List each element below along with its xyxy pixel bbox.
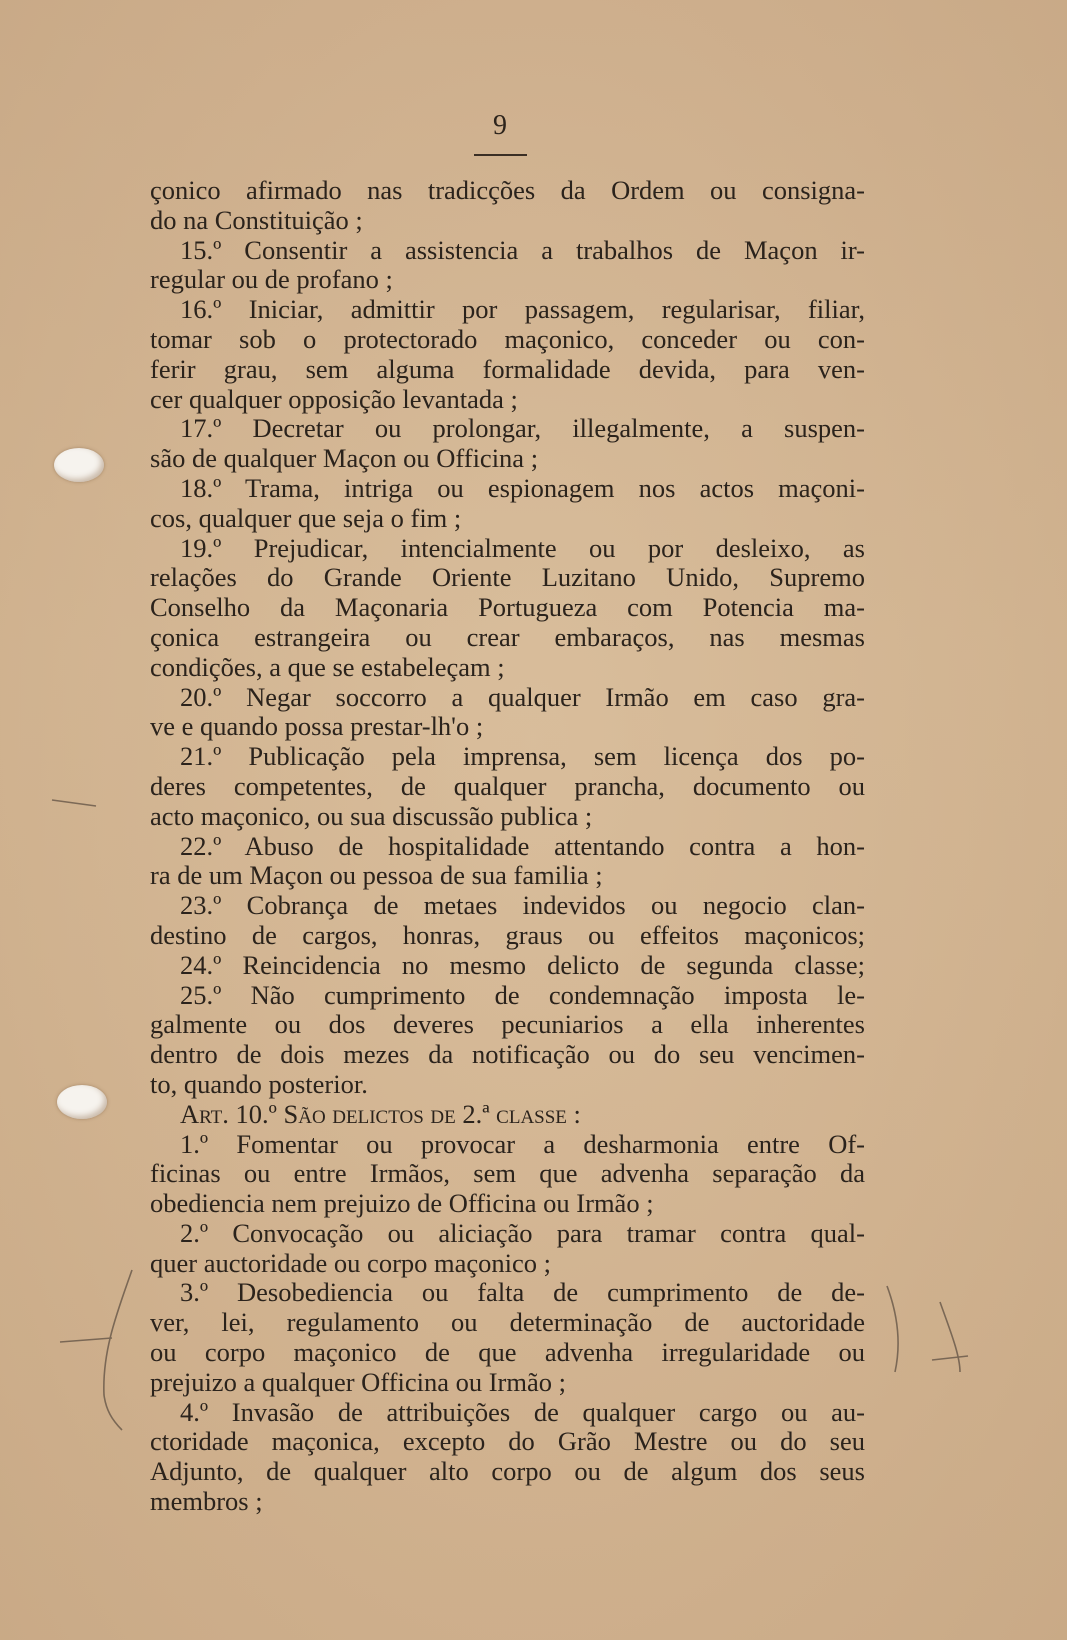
text-line: quer auctoridade ou corpo maçonico ; <box>150 1247 552 1278</box>
text-line: 2.º Convocação ou aliciação para tramar contra qual- <box>180 1217 865 1248</box>
text-line: deres competentes, de qualquer prancha, documento ou <box>150 770 865 801</box>
text-line: ou corpo maçonico de que advenha irregularidade ou <box>150 1337 865 1368</box>
text-line: 15.º Consentir a assistencia a trabalhos de Maçon ir- <box>180 234 865 265</box>
text-line: çonica estrangeira ou crear embaraços, nas mesmas <box>150 621 865 652</box>
text-line: dentro de dois mezes da notificação ou do seu vencimen- <box>150 1039 865 1070</box>
text-line: cer qualquer opposição levantada ; <box>150 383 518 414</box>
text-line: 3.º Desobediencia ou falta de cumprimento de de- <box>180 1277 865 1308</box>
body-text <box>150 176 865 1517</box>
text-line: ve e quando possa prestar-lh'o ; <box>150 711 484 742</box>
page-number-rule <box>474 154 527 156</box>
text-line: ver, lei, regulamento ou determinação de auctoridade <box>150 1307 865 1338</box>
text-line: 4.º Invasão de attribuições de qualquer cargo ou au- <box>180 1396 865 1427</box>
left-pencil-tick <box>60 1338 112 1342</box>
text-line: destino de cargos, honras, graus ou effeitos maçonicos; <box>150 919 865 950</box>
text-line: do na Constituição ; <box>150 204 363 235</box>
text-line: 24.º Reincidencia no mesmo delicto de segunda classe; <box>180 949 865 980</box>
text-line: ctoridade maçonica, excepto do Grão Mestre ou do seu <box>150 1426 865 1457</box>
left-small-mark <box>52 800 96 806</box>
text-line: obediencia nem prejuizo de Officina ou Irmão ; <box>150 1188 654 1219</box>
text-line: ra de um Maçon ou pessoa de sua familia ; <box>150 860 603 891</box>
text-line: condições, a que se estabeleçam ; <box>150 651 505 682</box>
punch-hole-bottom <box>57 1085 107 1119</box>
right-pencil-bracket <box>887 1286 898 1372</box>
text-line: 16.º Iniciar, admittir por passagem, regularisar, filiar, <box>180 294 865 325</box>
text-line: Conselho da Maçonaria Portugueza com Potencia ma- <box>150 592 865 623</box>
text-line: tomar sob o protectorado maçonico, conceder ou con- <box>150 323 865 354</box>
text-line: çonico afirmado nas tradicções da Ordem ou consigna- <box>150 175 865 205</box>
text-line: 17.º Decretar ou prolongar, illegalmente, a suspen- <box>180 413 865 444</box>
text-line: ferir grau, sem alguma formalidade devida, para ven- <box>150 353 865 384</box>
text-line: 19.º Prejudicar, intencialmente ou por desleixo, as <box>180 532 865 563</box>
text-line: regular ou de profano ; <box>150 264 393 295</box>
page-number: 9 <box>493 110 507 141</box>
punch-hole-top <box>54 448 104 482</box>
text-line: 1.º Fomentar ou provocar a desharmonia entre Of- <box>180 1128 865 1159</box>
text-line: relações do Grande Oriente Luzitano Unido, Supremo <box>150 562 865 593</box>
text-line: to, quando posterior. <box>150 1068 368 1099</box>
text-line: 20.º Negar soccorro a qualquer Irmão em caso gra- <box>180 681 865 712</box>
text-line: ficinas ou entre Irmãos, sem que advenha separação da <box>150 1158 865 1189</box>
text-line: Adjunto, de qualquer alto corpo ou de algum dos seus <box>150 1456 865 1487</box>
text-line: 23.º Cobrança de metaes indevidos ou negocio clan- <box>180 890 865 921</box>
left-pencil-bracket <box>104 1270 132 1430</box>
text-line: prejuizo a qualquer Officina ou Irmão ; <box>150 1366 566 1397</box>
text-line: 21.º Publicação pela imprensa, sem licença dos po- <box>180 741 865 772</box>
text-line: são de qualquer Maçon ou Officina ; <box>150 443 539 474</box>
right-pencil-tick <box>932 1356 968 1360</box>
text-line: galmente ou dos deveres pecuniarios a ella inherentes <box>150 1009 865 1040</box>
text-line: 22.º Abuso de hospitalidade attentando contra a hon- <box>180 830 865 861</box>
text-line: 25.º Não cumprimento de condemnação imposta le- <box>180 979 865 1010</box>
right-pencil-mark <box>940 1302 960 1372</box>
text-line: acto maçonico, ou sua discussão publica ; <box>150 800 593 831</box>
article-heading: Art. 10.º São delictos de 2.ª classe : <box>180 1098 581 1129</box>
text-line: 18.º Trama, intriga ou espionagem nos actos maçoni- <box>180 472 865 503</box>
text-line: cos, qualquer que seja o fim ; <box>150 502 462 533</box>
text-line: membros ; <box>150 1486 263 1517</box>
